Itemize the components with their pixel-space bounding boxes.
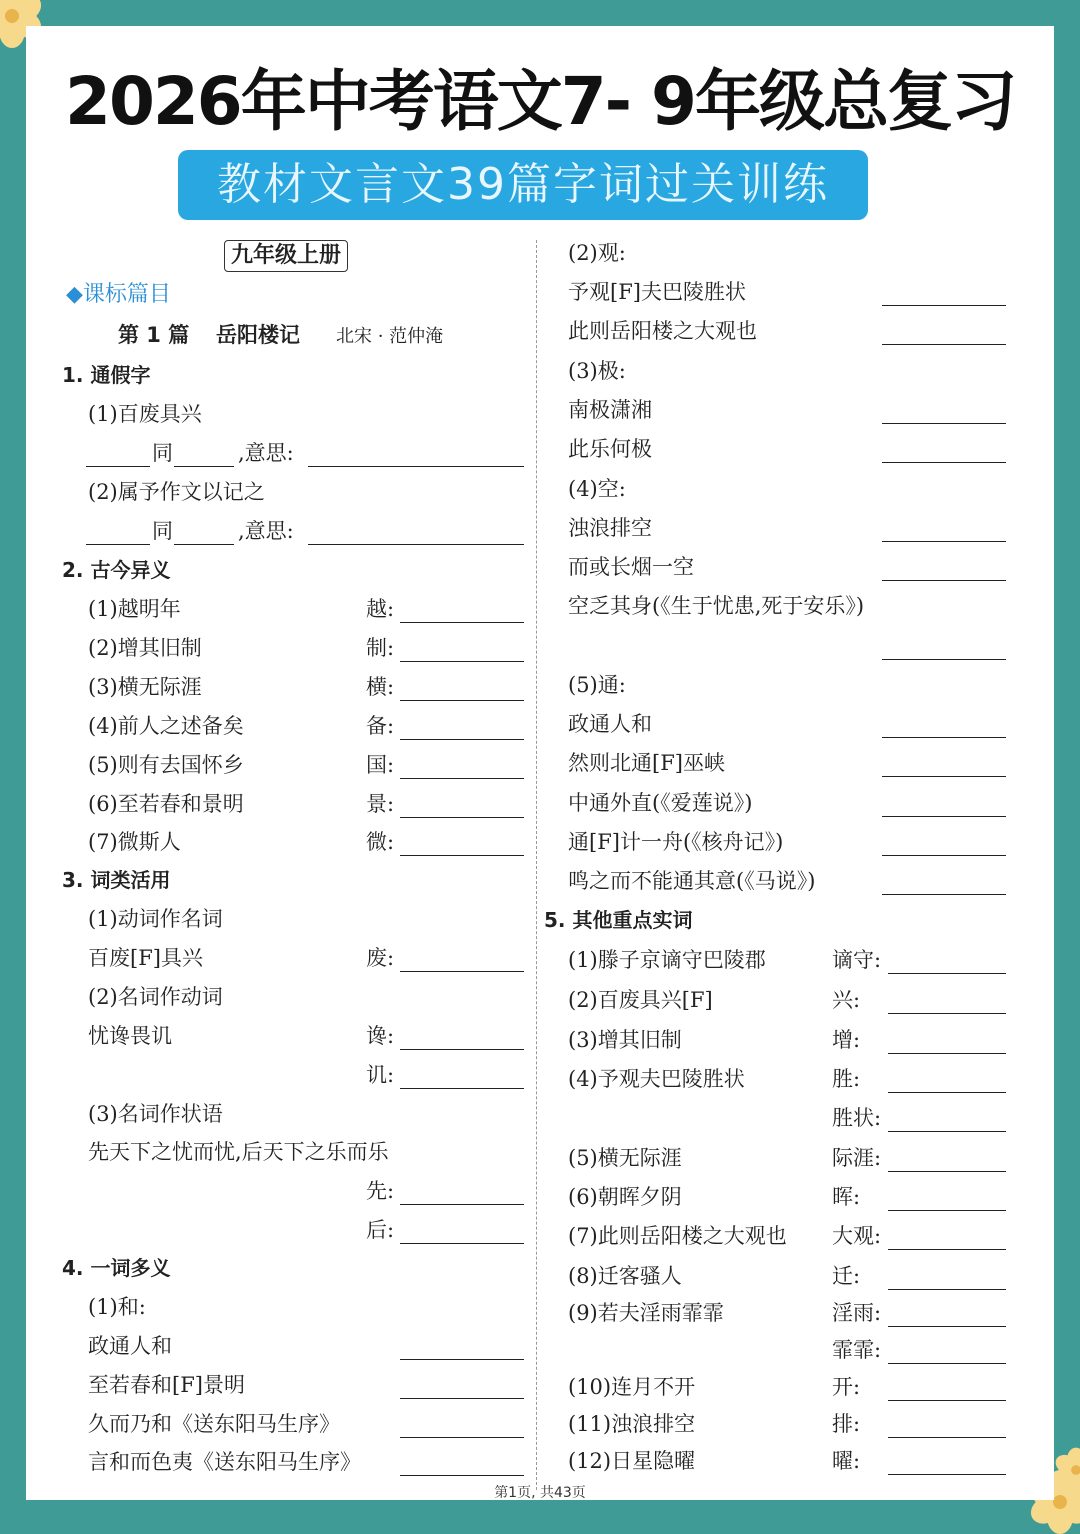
exercise-text: 鸣之而不能通其意(《马说》) <box>568 869 816 893</box>
section-heading: 1. 通假字 <box>62 363 151 387</box>
exercise-text: 言和而色夷《送东阳马生序》 <box>88 1450 361 1474</box>
answer-line[interactable] <box>400 778 524 779</box>
answer-line[interactable] <box>882 580 1006 581</box>
exercise-text: 胜状: <box>832 1106 882 1130</box>
exercise-text: (4)空: <box>568 477 626 501</box>
page-title: 2026年中考语文7- 9年级总复习 <box>65 63 1015 140</box>
answer-line[interactable] <box>400 1398 524 1399</box>
answer-line[interactable] <box>888 1013 1006 1014</box>
section-heading: 5. 其他重点实词 <box>544 908 693 932</box>
exercise-text: (4)予观夫巴陵胜状 <box>568 1067 745 1091</box>
answer-line[interactable] <box>86 466 150 467</box>
answer-line[interactable] <box>882 423 1006 424</box>
exercise-text: 废: <box>366 946 395 970</box>
exercise-text: 迁: <box>832 1264 861 1288</box>
exercise-text: 浊浪排空 <box>568 516 652 540</box>
exercise-text: (3)横无际涯 <box>88 675 202 699</box>
exercise-text: (12)日星隐曜 <box>568 1449 696 1473</box>
exercise-text: 越: <box>366 597 395 621</box>
answer-line[interactable] <box>400 1049 524 1050</box>
exercise-text: 久而乃和《送东阳马生序》 <box>88 1412 340 1436</box>
answer-line[interactable] <box>882 344 1006 345</box>
article-name: 岳阳楼记 <box>216 323 300 347</box>
exercise-text: 政通人和 <box>88 1334 172 1358</box>
exercise-text: 通[F]计一舟(《核舟记》) <box>568 830 784 854</box>
section-heading: 3. 词类活用 <box>62 868 171 892</box>
answer-line[interactable] <box>888 1289 1006 1290</box>
grade-label: 九年级上册 <box>224 240 348 272</box>
exercise-text: (1)和: <box>88 1295 146 1319</box>
exercise-text: (1)百废具兴 <box>88 402 202 426</box>
article-number: 第 1 篇 <box>118 323 190 347</box>
exercise-text: (7)微斯人 <box>88 830 181 854</box>
answer-line[interactable] <box>888 1210 1006 1211</box>
subtitle-banner: 教材文言文39篇字词过关训练 <box>178 150 868 220</box>
answer-line[interactable] <box>400 1243 524 1244</box>
answer-line[interactable] <box>888 1131 1006 1132</box>
exercise-text: 曜: <box>832 1449 861 1473</box>
exercise-text: (11)浊浪排空 <box>568 1412 696 1436</box>
answer-line[interactable] <box>882 737 1006 738</box>
answer-line[interactable] <box>888 1363 1006 1364</box>
exercise-text: 排: <box>832 1412 861 1436</box>
exercise-text: 先天下之忧而忧,后天下之乐而乐 <box>88 1140 389 1164</box>
exercise-text: ,意思: <box>238 441 294 465</box>
exercise-text: 备: <box>366 714 395 738</box>
answer-line[interactable] <box>882 659 1006 660</box>
answer-line[interactable] <box>174 544 234 545</box>
exercise-text: 然则北通[F]巫峡 <box>568 751 725 775</box>
section-label: ◆课标篇目 <box>66 282 171 307</box>
answer-line[interactable] <box>882 776 1006 777</box>
answer-line[interactable] <box>400 817 524 818</box>
answer-line[interactable] <box>400 1088 524 1089</box>
section-heading: 2. 古今异义 <box>62 558 171 582</box>
exercise-text: (5)通: <box>568 673 626 697</box>
exercise-text: 国: <box>366 753 395 777</box>
exercise-text: (1)越明年 <box>88 597 181 621</box>
exercise-text: 兴: <box>832 988 861 1012</box>
exercise-text: (1)动词作名词 <box>88 907 223 931</box>
answer-line[interactable] <box>400 622 524 623</box>
exercise-text: 同 <box>152 519 173 543</box>
section-heading: 4. 一词多义 <box>62 1256 171 1280</box>
exercise-text: 先: <box>366 1179 395 1203</box>
exercise-text: (10)连月不开 <box>568 1375 696 1399</box>
column-divider <box>536 240 537 1490</box>
answer-line[interactable] <box>882 541 1006 542</box>
exercise-text: (3)增其旧制 <box>568 1028 682 1052</box>
exercise-text: 横: <box>366 675 395 699</box>
exercise-text: (6)朝晖夕阴 <box>568 1185 682 1209</box>
exercise-text: (2)百废具兴[F] <box>568 988 713 1012</box>
answer-line[interactable] <box>888 1326 1006 1327</box>
answer-line[interactable] <box>86 544 150 545</box>
exercise-text: 讥: <box>366 1063 395 1087</box>
answer-line[interactable] <box>174 466 234 467</box>
exercise-text: 南极潇湘 <box>568 398 652 422</box>
exercise-text: 而或长烟一空 <box>568 555 694 579</box>
exercise-text: 谗: <box>366 1024 395 1048</box>
exercise-text: 际涯: <box>832 1146 882 1170</box>
exercise-text: 中通外直(《爱莲说》) <box>568 791 753 815</box>
exercise-text: (9)若夫淫雨霏霏 <box>568 1301 724 1325</box>
exercise-text: (2)增其旧制 <box>88 636 202 660</box>
exercise-text: (3)名词作状语 <box>88 1102 223 1126</box>
answer-line[interactable] <box>888 1400 1006 1401</box>
answer-line[interactable] <box>400 1437 524 1438</box>
worksheet-page <box>26 26 1054 1500</box>
exercise-text: 至若春和[F]景明 <box>88 1373 245 1397</box>
answer-line[interactable] <box>882 894 1006 895</box>
answer-line[interactable] <box>400 1204 524 1205</box>
article-author: 北宋 · 范仲淹 <box>336 326 444 347</box>
exercise-text: 胜: <box>832 1067 861 1091</box>
exercise-text: 空乏其身(《生于忧患,死于安乐》) <box>568 594 865 618</box>
exercise-text: (1)滕子京谪守巴陵郡 <box>568 948 766 972</box>
answer-line[interactable] <box>400 1475 524 1476</box>
answer-line[interactable] <box>888 1053 1006 1054</box>
answer-line[interactable] <box>400 1359 524 1360</box>
answer-line[interactable] <box>882 855 1006 856</box>
exercise-text: 忧谗畏讥 <box>88 1024 172 1048</box>
exercise-text: (5)则有去国怀乡 <box>88 753 244 777</box>
answer-line[interactable] <box>400 855 524 856</box>
exercise-text: (2)观: <box>568 241 626 265</box>
page-footer: 第1页, 共43页 <box>494 1485 586 1501</box>
exercise-text: 开: <box>832 1375 861 1399</box>
exercise-text: (5)横无际涯 <box>568 1146 682 1170</box>
exercise-text: (3)极: <box>568 359 626 383</box>
answer-line[interactable] <box>888 1092 1006 1093</box>
exercise-text: 政通人和 <box>568 712 652 736</box>
exercise-text: 制: <box>366 636 395 660</box>
exercise-text: 予观[F]夫巴陵胜状 <box>568 280 746 304</box>
exercise-text: (6)至若春和景明 <box>88 792 244 816</box>
answer-line[interactable] <box>400 661 524 662</box>
exercise-text: 晖: <box>832 1185 861 1209</box>
exercise-text: 谪守: <box>832 948 882 972</box>
exercise-text: 大观: <box>832 1224 882 1248</box>
answer-line[interactable] <box>882 462 1006 463</box>
exercise-text: (7)此则岳阳楼之大观也 <box>568 1224 787 1248</box>
answer-line[interactable] <box>888 1249 1006 1250</box>
exercise-text: (8)迁客骚人 <box>568 1264 682 1288</box>
answer-line[interactable] <box>882 816 1006 817</box>
exercise-text: 后: <box>366 1218 395 1242</box>
answer-line[interactable] <box>308 466 524 467</box>
answer-line[interactable] <box>888 973 1006 974</box>
exercise-text: 霏霏: <box>832 1338 882 1362</box>
answer-line[interactable] <box>308 544 524 545</box>
exercise-text: (2)属予作文以记之 <box>88 480 265 504</box>
answer-line[interactable] <box>400 700 524 701</box>
exercise-text: 百废[F]具兴 <box>88 946 203 970</box>
answer-line[interactable] <box>888 1437 1006 1438</box>
answer-line[interactable] <box>400 971 524 972</box>
exercise-text: 景: <box>366 792 395 816</box>
exercise-text: 同 <box>152 441 173 465</box>
exercise-text: 微: <box>366 830 395 854</box>
answer-line[interactable] <box>888 1171 1006 1172</box>
exercise-text: 此则岳阳楼之大观也 <box>568 319 757 343</box>
exercise-text: ,意思: <box>238 519 294 543</box>
exercise-text: 淫雨: <box>832 1301 882 1325</box>
exercise-text: (4)前人之述备矣 <box>88 714 244 738</box>
exercise-text: 增: <box>832 1028 861 1052</box>
answer-line[interactable] <box>888 1474 1006 1475</box>
answer-line[interactable] <box>882 305 1006 306</box>
exercise-text: 此乐何极 <box>568 437 652 461</box>
answer-line[interactable] <box>400 739 524 740</box>
exercise-text: (2)名词作动词 <box>88 985 223 1009</box>
